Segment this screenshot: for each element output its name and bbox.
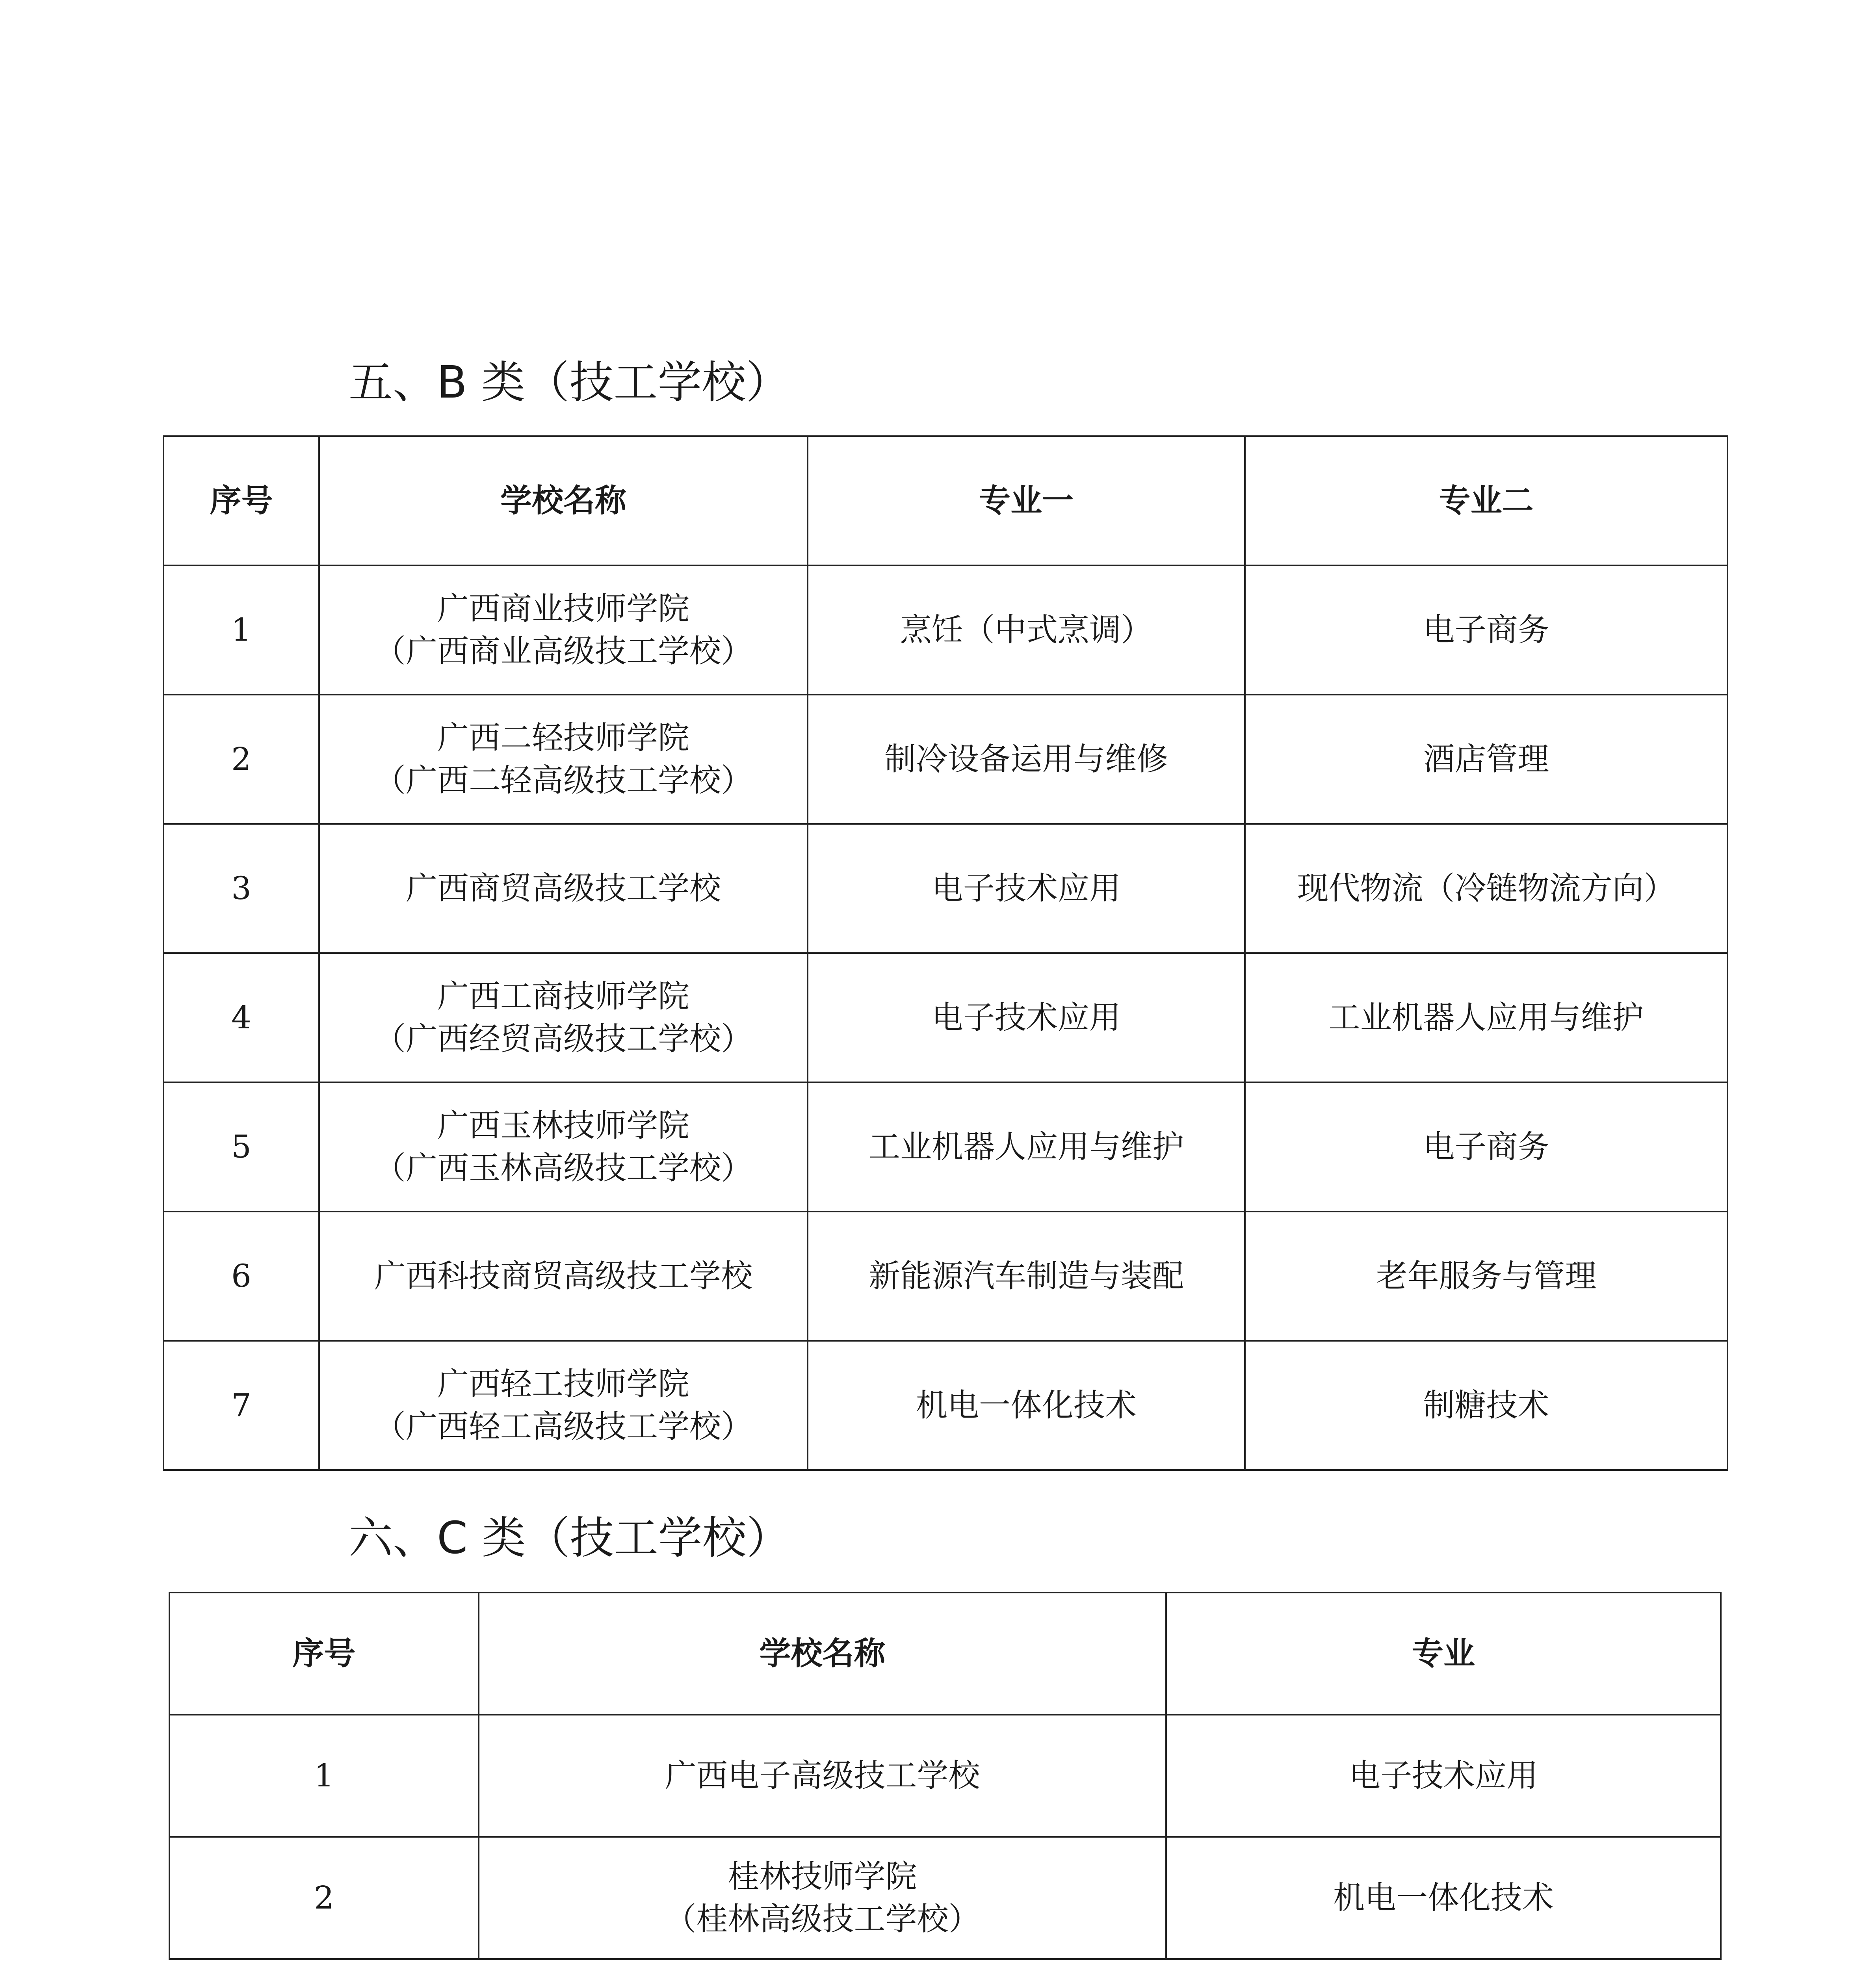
school-name-line: 广西玉林技师学院 <box>437 1107 689 1144</box>
table-header-row <box>163 436 1727 565</box>
school-name-cell <box>319 695 808 824</box>
row-index: 6 <box>163 1212 319 1341</box>
major-2-cell: 老年服务与管理 <box>1245 1212 1727 1341</box>
major-cell: 机电一体化技术 <box>1166 1837 1721 1959</box>
school-name-cell <box>319 824 808 953</box>
row-index: 2 <box>169 1837 479 1959</box>
school-name-line: 广西电子高级技工学校 <box>665 1757 980 1794</box>
school-name-cell <box>319 565 808 695</box>
major-1-cell: 制冷设备运用与维修 <box>808 695 1245 824</box>
table-header-row <box>169 1593 1721 1715</box>
row-index: 4 <box>163 953 319 1082</box>
school-name-line: 广西商贸高级技工学校 <box>406 870 721 907</box>
column-header-major-2: 专业二 <box>1245 436 1727 565</box>
section-c-heading: 六、C 类（技工学校） <box>349 1513 791 1564</box>
school-name-line: 广西二轻技师学院 <box>437 719 689 756</box>
school-name-line: （广西轻工高级技工学校） <box>374 1408 752 1445</box>
major-2-cell: 制糖技术 <box>1245 1341 1727 1470</box>
major-1-cell: 工业机器人应用与维护 <box>808 1082 1245 1212</box>
table-row <box>163 1341 1727 1470</box>
school-name-line: （广西二轻高级技工学校） <box>374 762 752 799</box>
school-name-line: 广西科技商贸高级技工学校 <box>374 1258 752 1294</box>
row-index: 1 <box>169 1715 479 1837</box>
table-row <box>169 1715 1721 1837</box>
row-index: 7 <box>163 1341 319 1470</box>
major-cell: 电子技术应用 <box>1166 1715 1721 1837</box>
school-name-line: 广西商业技师学院 <box>437 590 689 627</box>
major-1-cell: 新能源汽车制造与装配 <box>808 1212 1245 1341</box>
school-name-line: （广西玉林高级技工学校） <box>374 1150 752 1186</box>
school-name-cell <box>319 1082 808 1212</box>
major-2-cell: 电子商务 <box>1245 1082 1727 1212</box>
table-row <box>169 1837 1721 1959</box>
school-name-line: （广西商业高级技工学校） <box>374 633 752 669</box>
major-1-cell: 烹饪（中式烹调） <box>808 565 1245 695</box>
major-2-cell: 酒店管理 <box>1245 695 1727 824</box>
school-name-line: 广西工商技师学院 <box>437 978 689 1015</box>
school-name-cell <box>479 1837 1166 1959</box>
table-row <box>163 695 1727 824</box>
column-header-index: 序号 <box>163 436 319 565</box>
table-row <box>163 565 1727 695</box>
school-name-line: 桂林技师学院 <box>728 1858 917 1895</box>
table-row <box>163 1212 1727 1341</box>
column-header-major-1: 专业一 <box>808 436 1245 565</box>
column-header-major: 专业 <box>1166 1593 1721 1715</box>
row-index: 1 <box>163 565 319 695</box>
column-header-school: 学校名称 <box>479 1593 1166 1715</box>
column-header-index: 序号 <box>169 1593 479 1715</box>
row-index: 3 <box>163 824 319 953</box>
section-b-table <box>163 435 1728 1471</box>
major-2-cell: 现代物流（冷链物流方向） <box>1245 824 1727 953</box>
school-name-cell <box>319 1212 808 1341</box>
major-2-cell: 工业机器人应用与维护 <box>1245 953 1727 1082</box>
table-row <box>163 1082 1727 1212</box>
school-name-line: 广西轻工技师学院 <box>437 1366 689 1402</box>
row-index: 5 <box>163 1082 319 1212</box>
school-name-cell <box>319 1341 808 1470</box>
major-2-cell: 电子商务 <box>1245 565 1727 695</box>
school-name-cell <box>319 953 808 1082</box>
section-b-heading: 五、B 类（技工学校） <box>349 357 790 408</box>
school-name-line: （桂林高级技工学校） <box>665 1901 980 1937</box>
section-c-table <box>169 1592 1722 1960</box>
school-name-cell <box>479 1715 1166 1837</box>
table-row <box>163 953 1727 1082</box>
table-row <box>163 824 1727 953</box>
column-header-school: 学校名称 <box>319 436 808 565</box>
major-1-cell: 电子技术应用 <box>808 824 1245 953</box>
school-name-line: （广西经贸高级技工学校） <box>374 1020 752 1057</box>
major-1-cell: 电子技术应用 <box>808 953 1245 1082</box>
row-index: 2 <box>163 695 319 824</box>
major-1-cell: 机电一体化技术 <box>808 1341 1245 1470</box>
